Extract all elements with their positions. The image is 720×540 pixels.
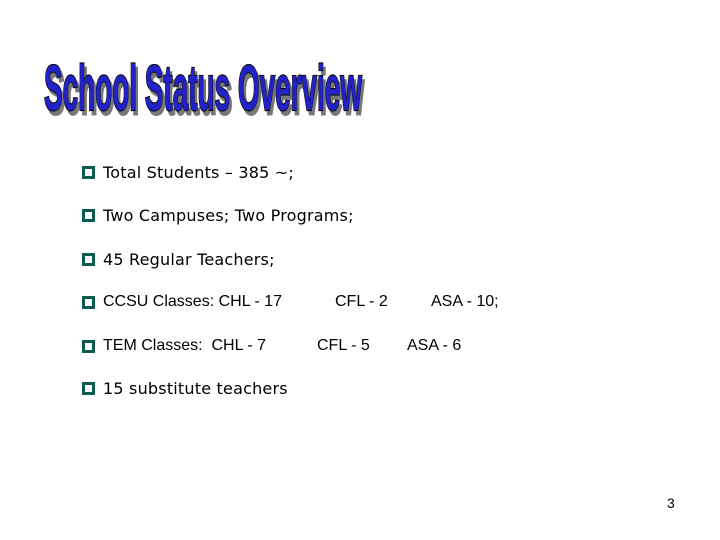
- hollow-square-bullet-icon: [82, 382, 95, 395]
- page-number: 3: [667, 495, 675, 511]
- bullet-text: Two Campuses; Two Programs;: [103, 205, 354, 225]
- bullet-substitute-teachers: [82, 376, 288, 400]
- hollow-square-bullet-icon: [82, 296, 95, 309]
- bullet-text: Total Students – 385 ~;: [103, 162, 294, 182]
- bullet-ccsu-classes: [82, 290, 499, 314]
- bullet-campuses: [82, 203, 354, 227]
- tem-asa-count: ASA - 6: [407, 337, 462, 354]
- bullet-total-students: [82, 160, 294, 184]
- ccsu-cfl-count: CFL - 2: [335, 293, 388, 310]
- bullet-regular-teachers: [82, 247, 275, 271]
- hollow-square-bullet-icon: [82, 253, 95, 266]
- slide-title-text: School Status Overview: [44, 51, 363, 124]
- slide-title: [40, 51, 370, 134]
- ccsu-asa-count: ASA - 10;: [431, 293, 499, 310]
- hollow-square-bullet-icon: [82, 209, 95, 222]
- tem-cfl-count: CFL - 5: [317, 337, 370, 354]
- tem-classes-label: TEM Classes: CHL - 7: [103, 337, 266, 354]
- hollow-square-bullet-icon: [82, 340, 95, 353]
- bullet-text: 15 substitute teachers: [103, 378, 288, 398]
- bullet-text: 45 Regular Teachers;: [103, 249, 275, 269]
- hollow-square-bullet-icon: [82, 166, 95, 179]
- ccsu-classes-label: CCSU Classes: CHL - 17: [103, 293, 283, 310]
- bullet-tem-classes: [82, 334, 461, 358]
